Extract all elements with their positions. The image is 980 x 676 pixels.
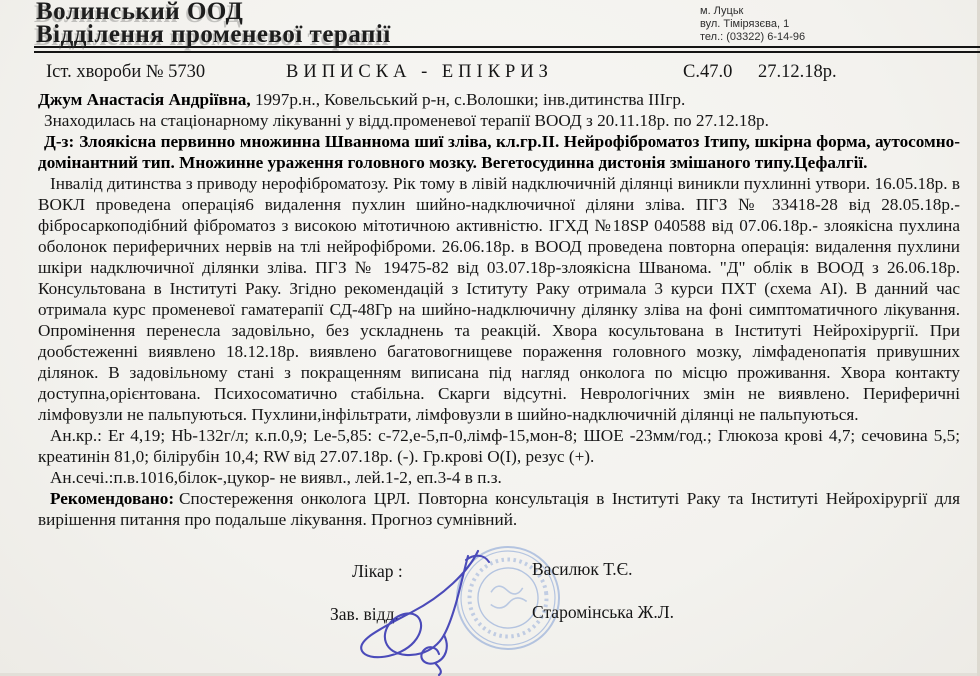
- urine-test-line: Ан.сечі.:п.в.1016,білок-,цукор- не виявл., лей.1-2, еп.3-4 в п.з.: [50, 468, 502, 487]
- head-of-department-label: Зав. відд.: [330, 604, 399, 624]
- recommendation-paragraph: [38, 488, 960, 530]
- letterhead-org-block: [36, 0, 391, 46]
- document-date: 27.12.18р.: [758, 62, 837, 82]
- diagnosis-label: Д-з:: [44, 132, 75, 151]
- letterhead: [0, 0, 980, 46]
- org-department: Відділення променевої терапії: [36, 21, 391, 48]
- patient-details: 1997р.н., Ковельський р-н, с.Волошки; інв.дитинства ІІІгр.: [250, 90, 686, 109]
- head-of-department-name: Старомінська Ж.Л.: [532, 602, 674, 622]
- recommendation-text: Спостереження онколога ЦРЛ. Повторна консультація в Інституті Раку та Інституті Нейрохірургії для вирішення питання про подальше лікування. Прогноз сумнівний.: [38, 489, 960, 529]
- icd-code: С.47.0: [683, 62, 733, 82]
- title-row: [38, 62, 960, 89]
- address-city: м. Луцьк: [700, 5, 744, 17]
- hospital-stay-line: Знаходилась на стаціонарному лікуванні у відд.променевої терапії ВООД з 20.11.18р. по 27.12.18р.: [44, 111, 769, 130]
- doctor-name: Василюк Т.Є.: [532, 559, 633, 579]
- case-number: Іст. хвороби № 5730: [46, 62, 206, 82]
- diagnosis-paragraph: [38, 131, 960, 173]
- patient-name: Джум Анастасія Андріївна,: [38, 90, 251, 109]
- diagnosis-text: Злоякісна первинно множинна Шваннома шиї зліва, кл.гр.ІІ. Нейрофіброматоз Ітипу, шкірна форма, аутосомно-домінантний тип. Множинне ураження головного мозку. Вегетосудинна дистонія змішаного типу.Цефалгії.: [38, 132, 960, 172]
- pen-signature-scribble-icon: [348, 546, 523, 676]
- document-body: [38, 62, 960, 530]
- address-street: вул. Тімірязєва, 1: [700, 18, 790, 30]
- recommendation-label: Рекомендовано:: [50, 489, 175, 508]
- doctor-signature-label: Лікар :: [352, 561, 403, 581]
- patient-line: [38, 89, 960, 110]
- blood-test-line: Ан.кр.: Er 4,19; Hb-132г/л; к.п.0,9; Le-5,85: с-72,е-5,п-0,лімф-15,мон-8; ШОЕ -23мм/год.; Глюкоза крові 4,7; сечовина 5,5; креатинін 81,0; білірубін 10,4; RW від 27.07.18р. (-). Гр.крові О(І), резус (+).: [38, 426, 960, 466]
- letterhead-address-block: [700, 5, 805, 44]
- org-name: Волинський ООД: [36, 0, 244, 25]
- history-paragraph: Інвалід дитинства з приводу нерофіброматозу. Рік тому в лівій надключичній ділянці виникли пухлинні утвори. 16.05.18р. в ВОКЛ проведена операція6 видалення пухлин шийно-надключичної діляни зліва. ПГЗ № 33418-28 від 28.05.18р.- фібросаркоподібний фіброматоз з високою мітотичною активністю. ІГХД №18SP 040588 від 07.06.18р.- злоякісна пухлина оболонок периферичних нервів на тлі нейрофіброми. 26.06.18р. в ВООД проведена повторна операція: видалення пухлини шкіри надключичної ділянки зліва. ПГЗ № 19475-82 від 03.07.18р-злоякісна Шванома. "Д" облік в ВООД з 26.06.18р. Консультована в Інституті Раку. Згідно рекомендацій з Іституту Раку отримала 3 курси ПХТ (схема АІ). В данний час отримала курс променевої гаматерапії СД-48Гр на шийно-надключичну ділянку зліва на фоні симптоматичного лікування. Опромінення перенесла задовільно, без ускладнень та реакцій. Хвора косультована в Інституті Нейрохірургії. При дообстеженні виявлено 18.12.18р. виявлено багатовогнищеве пораження головного мозку, лімфаденопатія привушних ділянок. В задовільному стані з покращенням виписана під нагляд онколога по місцю проживання. Хвора контакту доступна,орієнтована. Психосоматично стабільна. Скарги відсутні. Неврологічних змін не виявлено. Периферичні лімфовузли не пальпуються. Пухлини,інфільтрати, лімфовузли в шийно-надключичній ділянці не пальпуються.: [38, 174, 960, 424]
- address-phone: тел.: (03322) 6-14-96: [700, 31, 806, 43]
- document-title: ВИПИСКА - ЕПІКРИЗ: [286, 62, 553, 82]
